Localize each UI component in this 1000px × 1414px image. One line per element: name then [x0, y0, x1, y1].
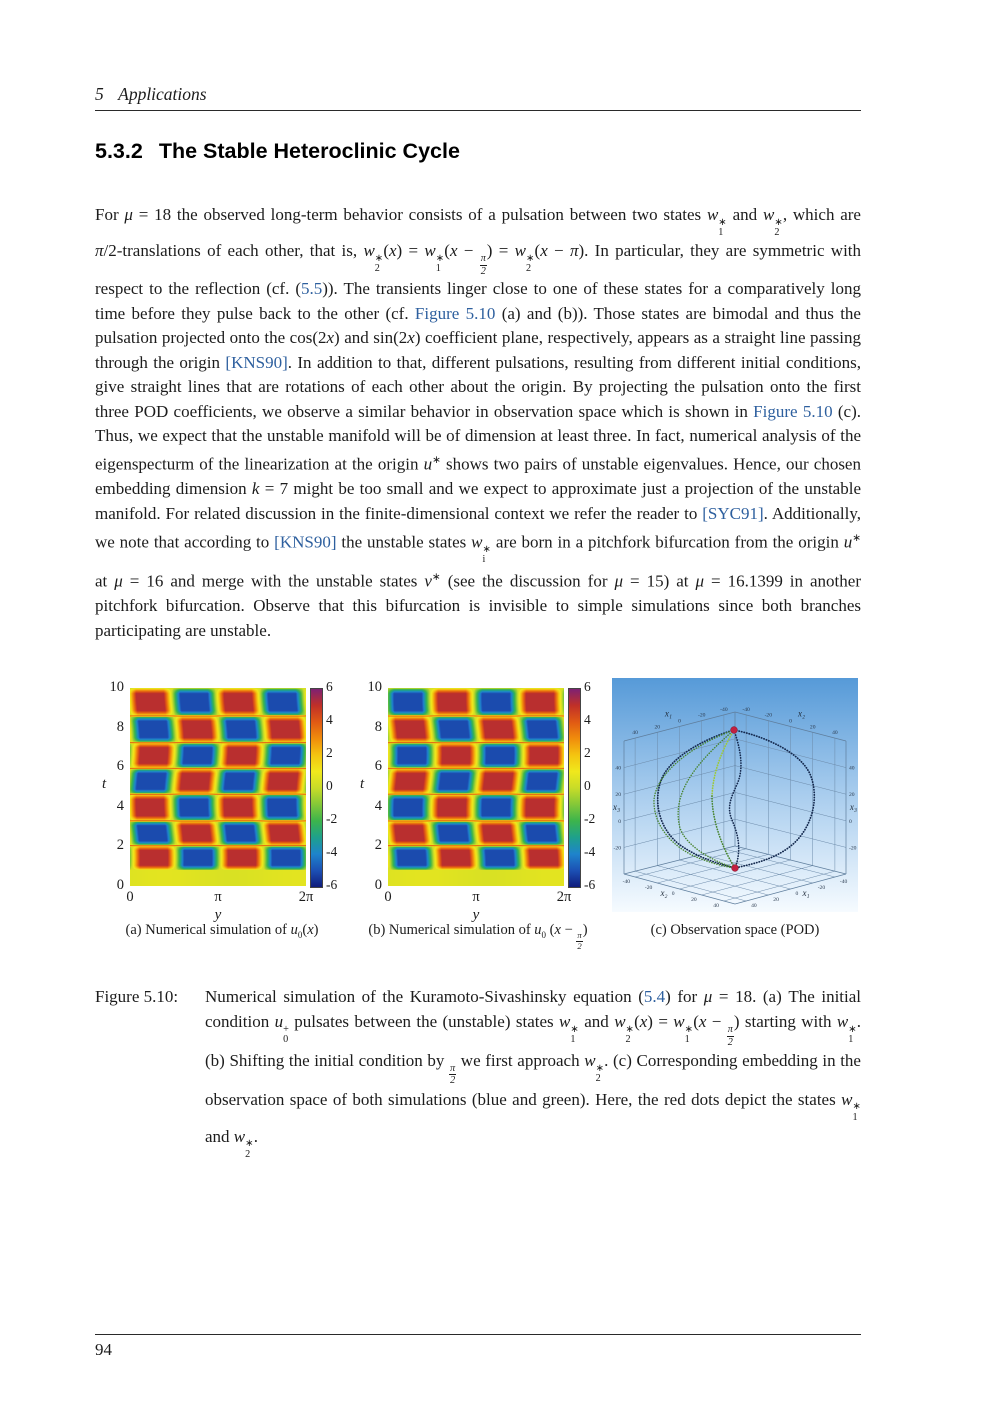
text-segment: ) coefficient plane, respectively, appears as a straight line passing through the origin	[95, 328, 862, 372]
reference-link[interactable]: 5.5	[300, 278, 323, 298]
text-segment: . Additionally, we note that according to	[95, 503, 861, 552]
sup-sub-stack: ∗ 1	[718, 216, 727, 239]
text-segment: (b) Numerical simulation of	[368, 922, 535, 938]
tick-label: 0	[795, 891, 799, 897]
inline-fraction: $\frac{\pi}{2}$	[577, 930, 582, 952]
text-segment: k	[251, 479, 260, 499]
text-segment: (	[383, 240, 389, 260]
text-segment: we first approach	[456, 1050, 585, 1070]
text-segment: x	[326, 328, 335, 348]
colorbar-tick-label: 6	[326, 679, 333, 694]
body-paragraph	[95, 203, 861, 644]
text-segment: μ	[114, 571, 123, 591]
sup-sub-stack: ∗ 2	[525, 252, 535, 275]
tick-label: 40	[849, 765, 855, 772]
text-segment: μ	[703, 987, 713, 1006]
y-tick-label: 8	[374, 718, 382, 735]
y-tick-label: 0	[116, 877, 124, 893]
x-tick-label: 2π	[556, 889, 572, 905]
colorbar-tick-label: 2	[584, 745, 591, 760]
caption-c	[612, 922, 858, 939]
tick-label: -20	[644, 885, 653, 891]
x-tick-label: π	[214, 889, 222, 905]
text-segment: w	[233, 1126, 246, 1146]
sup-sub-stack: ∗ 2	[625, 1023, 635, 1046]
y-tick-label: 2	[374, 837, 382, 854]
text-segment: (see the discussion for	[440, 571, 615, 591]
text-segment: x	[554, 922, 561, 938]
inline-fraction: $\frac{\pi}{2}$	[450, 1063, 456, 1087]
tick-label: -20	[849, 845, 857, 852]
text-segment: pulsates between the (unstable) states	[288, 1012, 559, 1031]
text-segment: = 16.1399 in another pitchfork bifurcation. Observe that this bifurcation is invisible to simple simulations since both branches participating are unstable.	[95, 571, 861, 640]
text-segment: μ	[614, 571, 624, 591]
text-segment: ∗	[852, 532, 862, 544]
text-segment: −	[457, 240, 480, 260]
reference-link[interactable]: [SYC91]	[702, 503, 764, 523]
y-tick-label: 8	[116, 718, 124, 735]
text-segment: For	[95, 205, 125, 224]
text-segment: and	[578, 1012, 615, 1031]
x3-axis-label: x₃	[613, 802, 621, 812]
tick-label: -20	[817, 885, 826, 891]
text-segment: w	[471, 532, 483, 552]
sup-sub-stack: ∗ 1	[848, 1023, 857, 1046]
text-segment: (	[302, 922, 308, 938]
text-segment: and	[205, 1126, 234, 1146]
text-segment: (c) Observation space (POD)	[650, 922, 820, 938]
y-axis-label: t	[102, 776, 107, 792]
text-segment: w	[584, 1050, 596, 1070]
subfigure-a	[96, 678, 348, 928]
inline-fraction: $\frac{\pi}{2}$	[727, 1024, 733, 1048]
x-tick-label: 2π	[298, 889, 314, 905]
x-axis-label: y	[214, 907, 222, 923]
text-segment: w	[673, 1012, 685, 1031]
text-segment: at	[95, 571, 115, 591]
text-segment: )). The transients linger close to one of these states for a comparatively long time before they pulse back to the other (cf.	[95, 278, 861, 323]
text-segment: = 7 might be too small and we expect to approximate just a projection of the unstable manifold. For related discussion in the finite-dimensional context we refer the reader to	[95, 479, 861, 523]
page-number: 94	[95, 1340, 112, 1359]
text-segment: w	[706, 205, 719, 224]
figure-caption	[95, 984, 861, 1161]
header-rule	[95, 110, 861, 111]
reference-link[interactable]: Figure 5.10	[414, 303, 496, 323]
fixed-point-dot	[732, 865, 739, 872]
section-title: The Stable Heteroclinic Cycle	[158, 139, 460, 163]
text-segment: /2-translations of each other, that is,	[103, 240, 364, 260]
colorbar-b	[568, 688, 581, 888]
text-segment: π	[95, 240, 104, 260]
text-segment: (c). Thus, we expect that the unstable manifold will be of dimension at least three. In fact, numerical analysis of the eigenspecturm of the linearization at the origin	[95, 401, 861, 474]
text-segment: ) =	[396, 240, 425, 260]
text-segment: (	[546, 922, 555, 938]
subfigure-b	[354, 678, 606, 928]
x3-axis-label: x₃	[849, 802, 857, 812]
text-segment: w	[762, 205, 775, 224]
tick-label: -40	[720, 706, 728, 713]
section-heading	[95, 139, 895, 164]
text-segment: v	[424, 571, 432, 591]
tick-label: 20	[691, 897, 697, 903]
caption-b	[346, 922, 610, 952]
colorbar-tick-label: -6	[326, 877, 338, 892]
text-segment: x	[389, 240, 397, 260]
heatmap-canvas-b	[388, 688, 564, 886]
text-segment: −	[706, 1012, 727, 1031]
pod-3d-plot	[612, 678, 858, 912]
sup-sub-stack: ∗ 2	[374, 252, 384, 275]
text-segment: u	[534, 922, 542, 938]
text-segment: and	[726, 205, 763, 224]
y-tick-label: 10	[367, 679, 382, 695]
figure-caption-label: Figure 5.10:	[95, 987, 179, 1006]
heatmap-canvas-a	[130, 688, 306, 886]
colorbar-tick-label: -4	[326, 844, 338, 859]
text-segment: w	[841, 1089, 853, 1109]
colorbar-tick-label: 4	[326, 712, 333, 727]
text-segment: w	[424, 240, 436, 260]
text-segment: ) and sin(2	[334, 328, 408, 348]
text-segment: ) starting with	[733, 1012, 837, 1031]
y-tick-label: 0	[374, 877, 382, 893]
footer-rule	[95, 1334, 861, 1335]
sup-sub-stack: ∗ 1	[570, 1023, 579, 1046]
text-segment: = 18. (a) The initial condition	[205, 987, 862, 1031]
y-tick-label: 4	[374, 797, 382, 814]
y-tick-label: 10	[109, 679, 124, 695]
text-segment: = 18 the observed long-term behavior consists of a pulsation between two states	[132, 205, 707, 224]
text-segment: ). In particular, they are symmetric with respect to the reflection (cf. (	[95, 240, 862, 298]
text-segment: ∗	[431, 572, 441, 584]
caption-a	[96, 922, 348, 940]
colorbar-tick-label: 2	[326, 745, 333, 760]
x2-axis-label: x₂	[798, 708, 806, 719]
text-segment: μ	[124, 205, 133, 224]
sup-sub-stack: ∗ 2	[595, 1062, 605, 1085]
tick-label: 0	[618, 818, 621, 825]
text-segment: x	[307, 922, 314, 938]
text-segment: x	[449, 240, 458, 260]
y-tick-label: 4	[116, 797, 124, 814]
sup-sub-stack: ∗ 2	[245, 1138, 254, 1161]
text-segment: −	[547, 240, 570, 260]
text-segment: u	[290, 922, 298, 938]
subfigure-c	[612, 678, 858, 912]
text-segment: (	[634, 1012, 640, 1031]
tick-label: 0	[671, 891, 675, 897]
x1-axis-label: x₁	[802, 888, 810, 898]
text-segment: x	[698, 1012, 707, 1031]
text-segment: x	[639, 1012, 648, 1031]
tick-label: 40	[832, 730, 838, 737]
y-tick-label: 6	[374, 758, 382, 775]
sup-sub-stack: ∗ i	[482, 543, 492, 566]
section-number: 5.3.2	[95, 139, 143, 163]
text-segment: −	[560, 922, 577, 938]
x-tick-label: 0	[126, 889, 134, 905]
colorbar-tick-label: 0	[584, 778, 591, 793]
tick-label: 20	[849, 792, 855, 799]
tick-label: 20	[809, 724, 816, 731]
text-segment: . (b) Shifting the initial condition by	[205, 1012, 861, 1070]
tick-label: -20	[613, 845, 621, 852]
text-segment: (	[444, 240, 450, 260]
text-segment: (	[693, 1012, 699, 1031]
tick-label: 40	[632, 730, 638, 737]
running-header	[95, 84, 861, 105]
colorbar-tick-label: 0	[326, 778, 333, 793]
x2-axis-label: x₂	[660, 888, 668, 898]
text-segment: (a) Numerical simulation of	[125, 922, 291, 938]
text-segment: the unstable states	[336, 532, 472, 552]
text-segment: 0	[297, 929, 303, 940]
reference-link[interactable]: [KNS90]	[274, 532, 337, 552]
text-segment: x	[540, 240, 548, 260]
reference-link[interactable]: 5.4	[643, 987, 666, 1006]
text-segment: w	[559, 1012, 571, 1031]
text-segment: μ	[695, 571, 705, 591]
tick-label: 40	[615, 765, 621, 772]
chapter-number: 5	[95, 84, 104, 104]
figure-caption-text	[205, 984, 861, 1161]
tick-label: -20	[697, 712, 706, 719]
text-segment: w	[614, 1012, 626, 1031]
x-axis-label: y	[472, 907, 480, 923]
colorbar-tick-label: -6	[584, 877, 596, 892]
colorbar-tick-label: -4	[584, 844, 596, 859]
chapter-title: Applications	[118, 84, 207, 104]
tick-label: 0	[678, 718, 681, 725]
x1-axis-label: x₁	[664, 708, 672, 719]
text-segment: ) =	[486, 240, 515, 260]
colorbar-tick-label: -2	[584, 811, 596, 826]
colorbar-tick-label: -2	[326, 811, 338, 826]
text-segment: w	[836, 1012, 849, 1031]
text-segment: w	[363, 240, 375, 260]
text-segment: u	[274, 1012, 284, 1031]
tick-label: -40	[742, 706, 750, 713]
text-segment: are born in a pitchfork bifurcation from the origin	[491, 532, 844, 552]
text-segment: ) =	[647, 1012, 674, 1031]
colorbar-a	[310, 688, 323, 888]
text-segment: x	[407, 328, 415, 348]
text-segment: ∗	[432, 455, 441, 467]
text-segment: . (c) Corresponding embedding in the observation space of both simulations (blue and green). Here, the red dots depict the states	[205, 1050, 861, 1109]
text-segment: w	[514, 240, 526, 260]
text-segment: 0	[541, 929, 547, 940]
tick-label: 0	[789, 718, 792, 725]
colorbar-tick-label: 4	[584, 712, 591, 727]
tick-label: 40	[751, 903, 757, 909]
text-segment: )	[582, 922, 588, 938]
reference-link[interactable]: [KNS90]	[225, 352, 288, 372]
tick-label: 40	[713, 903, 719, 909]
text-segment: shows two pairs of unstable eigenvalues. Hence, our chosen embedding dimension	[95, 454, 861, 499]
tick-label: 20	[615, 792, 621, 799]
sup-sub-stack: ∗ 2	[774, 216, 783, 239]
sup-sub-stack: ∗ 1	[684, 1023, 694, 1046]
y-tick-label: 2	[116, 837, 124, 854]
sup-sub-stack: + 0	[283, 1023, 289, 1046]
sup-sub-stack: ∗ 1	[435, 252, 445, 275]
text-segment: = 16 and merge with the unstable states	[122, 571, 425, 591]
reference-link[interactable]: Figure 5.10	[753, 401, 833, 421]
text-segment: , which are	[782, 205, 861, 224]
tick-label: 20	[773, 897, 779, 903]
x-tick-label: π	[472, 889, 480, 905]
text-segment: Numerical simulation of the Kuramoto-Sivashinsky equation (	[205, 987, 644, 1006]
text-segment: π	[569, 240, 579, 260]
text-segment: ) for	[665, 987, 704, 1006]
text-segment: = 15) at	[623, 571, 696, 591]
tick-label: 20	[654, 724, 661, 731]
y-tick-label: 6	[116, 758, 124, 775]
tick-label: 0	[849, 818, 852, 825]
tick-label: -40	[622, 879, 631, 885]
inline-fraction: $\frac{\pi}{2}$	[480, 253, 486, 277]
text-segment: (	[534, 240, 541, 260]
text-segment: u	[423, 454, 433, 474]
sup-sub-stack: ∗ 1	[852, 1101, 861, 1124]
text-segment: .	[253, 1126, 258, 1146]
colorbar-tick-label: 6	[584, 679, 591, 694]
fixed-point-dot	[731, 727, 738, 734]
x-tick-label: 0	[384, 889, 392, 905]
text-segment: u	[843, 532, 853, 552]
tick-label: -20	[764, 712, 773, 719]
y-axis-label: t	[360, 776, 365, 792]
text-segment: (a) and (b)). Those states are bimodal and thus the pulsation projected onto the cos(2	[95, 303, 861, 348]
text-segment: . In addition to that, different pulsations, resulting from different initial conditions, give straight lines that are rotations of each other about the origin. By projecting the pulsation onto the first three POD coefficients, we observe a similar behavior in observation space which is shown in	[95, 352, 861, 421]
tick-label: -40	[839, 879, 848, 885]
text-segment: )	[313, 922, 319, 938]
